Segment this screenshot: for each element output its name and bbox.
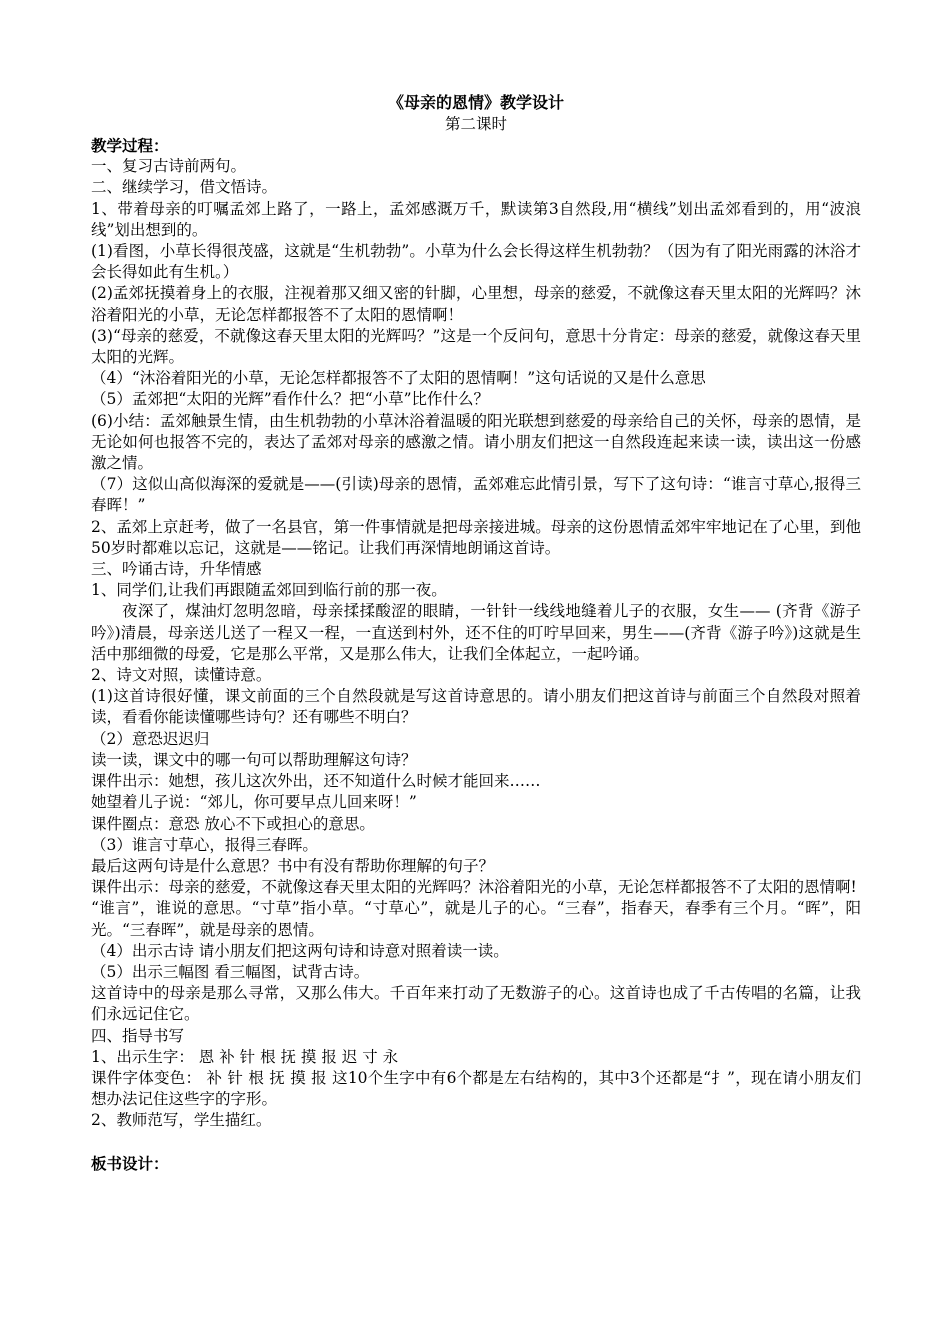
paragraph: （2）意恐迟迟归	[91, 729, 210, 748]
paragraph: 1、带着母亲的叮嘱孟郊上路了，一路上，孟郊感溉万千，默读第3自然段,用“横线”划出孟郊看到的，用“波浪线”划出想到的。	[91, 199, 861, 239]
paragraph: （4）“沐浴着阳光的小草，无论怎样都报答不了太阳的恩情啊！”这句话说的又是什么意思	[91, 369, 706, 388]
paragraph: 2、诗文对照，读懂诗意。	[91, 666, 272, 685]
paragraph: （5）孟郊把“太阳的光辉”看作什么？把“小草”比作什么？	[91, 390, 490, 409]
section-heading: 三、吟诵古诗，升华情感	[91, 560, 262, 579]
paragraph: 2、孟郊上京赶考，做了一名县官，第一件事情就是把母亲接进城。母亲的这份恩情孟郊牢牢地记在了心里，到他50岁时都难以忘记，这就是——铭记。让我们再深情地朗诵这首诗。	[91, 517, 861, 557]
paragraph: 二、继续学习，借文悟诗。	[91, 178, 278, 197]
paragraph: (3)“母亲的慈爱，不就像这春天里太阳的光辉吗？”这是一个反问句，意思十分肯定：母亲的慈爱，就像这春天里太阳的光辉。	[91, 326, 861, 367]
paragraph: 她望着儿子说：“郊儿，你可要早点儿回来呀！”	[91, 793, 417, 812]
paragraph: 最后这两句诗是什么意思？书中有没有帮助你理解的句子？	[91, 856, 495, 875]
paragraph: 一、复习古诗前两句。	[91, 157, 247, 176]
paragraph: 课件圈点：意恐 放心不下或担心的意思。	[91, 814, 375, 833]
paragraph: （5）出示三幅图 看三幅图，试背古诗。	[91, 962, 370, 981]
paragraph: 2、教师范写，学生描红。	[91, 1111, 272, 1130]
paragraph: “谁言”，谁说的意思。“寸草”指小草。“寸草心”，就是儿子的心。“三春”，指春天，春季有三个月。“晖”，阳光。“三春晖”，就是母亲的恩情。	[91, 899, 861, 939]
board-heading: 板书设计：	[91, 1153, 169, 1173]
document-subtitle: 第二课时	[444, 115, 507, 133]
paragraph: （4）出示古诗 请小朋友们把这两句诗和诗意对照着读一读。	[91, 941, 509, 960]
document-page	[91, 92, 861, 1174]
section-heading: 四、指导书写	[91, 1026, 185, 1045]
indented-paragraph: 夜深了，煤油灯忽明忽暗，母亲揉揉酸涩的眼睛，一针针一线线地缝着儿子的衣服，女生—— (齐背《游子吟》)清晨，母亲送儿送了一程又一程，一直送到村外，还不住的叮咛早回来，男生——(齐背《游子吟》)这就是生活中那细微的母爱，它是那么平常，又是那么伟大，让我们全体起立，一起吟诵。	[91, 602, 861, 663]
paragraph: (2)孟郊抚摸着身上的衣服，注视着那又细又密的针脚，心里想，母亲的慈爱，不就像这春天里太阳的光辉吗？沐浴着阳光的小草，无论怎样都报答不了太阳的恩情啊！	[91, 284, 861, 324]
paragraph: 读一读，课文中的哪一句可以帮助理解这句诗？	[91, 750, 417, 769]
paragraph: 课件字体变色： 补 针 根 抚 摸 报 这10个生字中有6个都是左右结构的，其中3个还都是“扌”，现在请小朋友们想办法记住这些字的字形。	[91, 1068, 861, 1109]
paragraph: 1、出示生字： 恩 补 针 根 抚 摸 报 迟 寸 永	[91, 1047, 399, 1066]
paragraph: 这首诗中的母亲是那么寻常，又那么伟大。千百年来打动了无数游子的心。这首诗也成了千古传唱的名篇，让我们永远记住它。	[91, 984, 861, 1024]
process-heading: 教学过程：	[91, 136, 169, 155]
blank-line	[91, 1132, 861, 1153]
paragraph: （7）这似山高似海深的爱就是——(引读)母亲的恩情，孟郊难忘此情引景，写下了这句诗：“谁言寸草心,报得三春晖！”	[91, 475, 861, 515]
paragraph: (1)这首诗很好懂，课文前面的三个自然段就是写这首诗意思的。请小朋友们把这首诗与前面三个自然段对照着读，看看你能读懂哪些诗句？还有哪些不明白？	[91, 687, 861, 727]
paragraph: 课件出示：母亲的慈爱，不就像这春天里太阳的光辉吗？沐浴着阳光的小草，无论怎样都报答不了太阳的恩情啊!	[91, 878, 857, 897]
document-title: 《母亲的恩情》教学设计	[387, 93, 564, 112]
paragraph: 1、同学们,让我们再跟随孟郊回到临行前的那一夜。	[91, 581, 447, 600]
paragraph: (6)小结：孟郊触景生情，由生机勃勃的小草沐浴着温暖的阳光联想到慈爱的母亲给自己的关怀，母亲的恩情，是无论如何也报答不完的，表达了孟郊对母亲的感激之情。请小朋友们把这一自然段连起来读一读，读出这一份感激之情。	[91, 411, 861, 473]
paragraph: 课件出示：她想，孩儿这次外出，还不知道什么时候才能回来……	[91, 772, 541, 791]
paragraph: (1)看图，小草长得很茂盛，这就是“生机勃勃”。小草为什么会长得这样生机勃勃？（因为有了阳光雨露的沐浴才会长得如此有生机。）	[91, 242, 861, 282]
paragraph: （3）谁言寸草心，报得三春晖。	[91, 835, 318, 854]
